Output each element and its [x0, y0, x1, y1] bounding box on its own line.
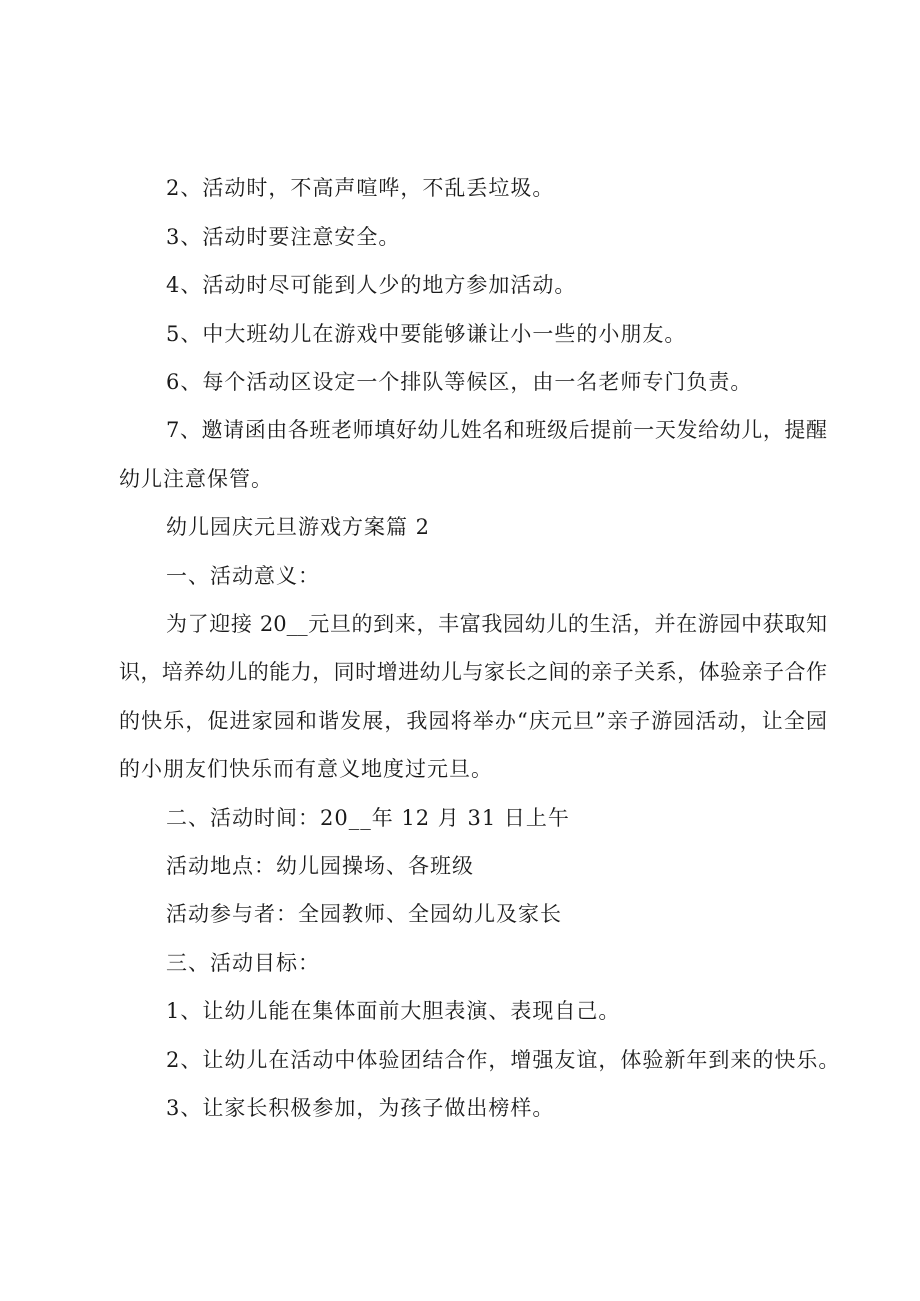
activity-location: 活动地点：幼儿园操场、各班级 [166, 854, 474, 878]
paragraph-line: 识，培养幼儿的能力，同时增进幼儿与家长之间的亲子关系，体验亲子合作 [119, 660, 827, 684]
activity-participants: 活动参与者：全园教师、全园幼儿及家长 [166, 902, 562, 926]
paragraph-line: 的小朋友们快乐而有意义地度过元旦。 [119, 757, 493, 781]
section-title: 幼儿园庆元旦游戏方案篇 2 [166, 515, 431, 539]
list-item-rule-3: 3、活动时要注意安全。 [166, 225, 401, 249]
paragraph-line: 为了迎接 20__元旦的到来，丰富我园幼儿的生活，并在游园中获取知 [166, 612, 827, 636]
list-item-goal-1: 1、让幼儿能在集体面前大胆表演、表现自己。 [166, 999, 621, 1023]
heading-goals: 三、活动目标： [166, 951, 320, 975]
paragraph-line: 的快乐，促进家园和谐发展，我园将举办“庆元旦”亲子游园活动，让全园 [119, 709, 827, 733]
list-item-rule-4: 4、活动时尽可能到人少的地方参加活动。 [166, 273, 577, 297]
list-item-rule-7-cont: 幼儿注意保管。 [119, 467, 273, 491]
heading-time: 二、活动时间：20__年 12 月 31 日上午 [166, 806, 570, 830]
list-item-rule-5: 5、中大班幼儿在游戏中要能够谦让小一些的小朋友。 [166, 322, 687, 346]
list-item-goal-3: 3、让家长积极参加，为孩子做出榜样。 [166, 1096, 555, 1120]
list-item-rule-7: 7、邀请函由各班老师填好幼儿姓名和班级后提前一天发给幼儿，提醒 [166, 418, 827, 442]
list-item-goal-2: 2、让幼儿在活动中体验团结合作，增强友谊，体验新年到来的快乐。 [166, 1048, 841, 1072]
heading-significance: 一、活动意义： [166, 564, 320, 588]
list-item-rule-2: 2、活动时，不高声喧哗，不乱丢垃圾。 [166, 176, 555, 200]
list-item-rule-6: 6、每个活动区设定一个排队等候区，由一名老师专门负责。 [166, 370, 753, 394]
